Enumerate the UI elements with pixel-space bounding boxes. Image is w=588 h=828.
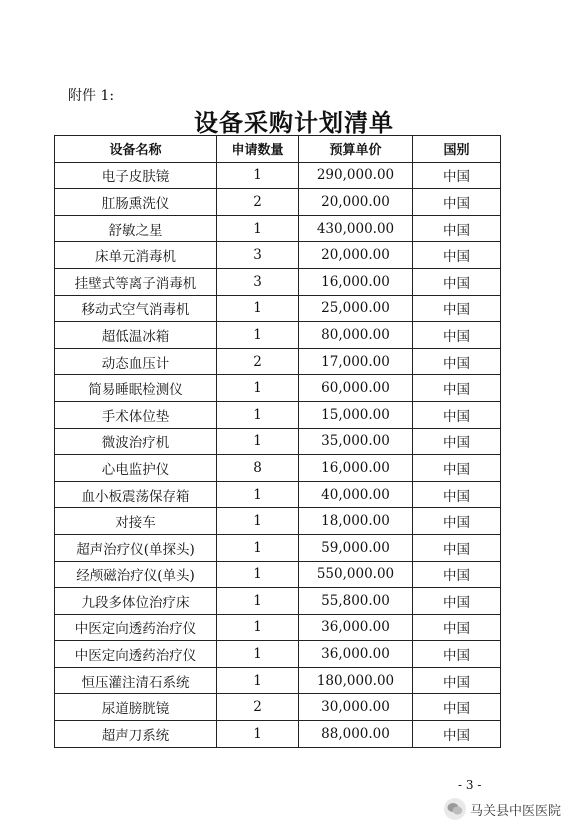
table-row xyxy=(55,162,501,189)
cell-quantity: 1 xyxy=(217,401,299,428)
cell-equipment-name: 微波治疗机 xyxy=(55,428,217,455)
table-row xyxy=(55,295,501,322)
cell-quantity: 2 xyxy=(217,348,299,375)
cell-country: 中国 xyxy=(413,508,501,535)
cell-quantity: 1 xyxy=(217,162,299,189)
cell-quantity: 1 xyxy=(217,295,299,322)
cell-quantity: 1 xyxy=(217,215,299,242)
table-row xyxy=(55,322,501,349)
cell-equipment-name: 移动式空气消毒机 xyxy=(55,295,217,322)
cell-budget-price: 36,000.00 xyxy=(299,641,413,668)
cell-quantity: 1 xyxy=(217,534,299,561)
cell-quantity: 3 xyxy=(217,242,299,269)
cell-country: 中国 xyxy=(413,694,501,721)
cell-country: 中国 xyxy=(413,268,501,295)
cell-budget-price: 15,000.00 xyxy=(299,401,413,428)
cell-country: 中国 xyxy=(413,614,501,641)
header-equipment-name: 设备名称 xyxy=(55,136,217,163)
cell-country: 中国 xyxy=(413,322,501,349)
table-header-row xyxy=(55,136,501,163)
table-row xyxy=(55,614,501,641)
cell-quantity: 3 xyxy=(217,268,299,295)
cell-equipment-name: 超声刀系统 xyxy=(55,721,217,748)
table-row xyxy=(55,455,501,482)
cell-budget-price: 88,000.00 xyxy=(299,721,413,748)
cell-budget-price: 80,000.00 xyxy=(299,322,413,349)
cell-equipment-name: 手术体位垫 xyxy=(55,401,217,428)
cell-equipment-name: 超低温冰箱 xyxy=(55,322,217,349)
cell-equipment-name: 尿道膀胱镜 xyxy=(55,694,217,721)
cell-budget-price: 290,000.00 xyxy=(299,162,413,189)
cell-quantity: 1 xyxy=(217,721,299,748)
cell-country: 中国 xyxy=(413,215,501,242)
cell-country: 中国 xyxy=(413,295,501,322)
table-row xyxy=(55,667,501,694)
cell-quantity: 1 xyxy=(217,667,299,694)
cell-budget-price: 35,000.00 xyxy=(299,428,413,455)
header-budget-price: 预算单价 xyxy=(299,136,413,163)
cell-equipment-name: 挂壁式等离子消毒机 xyxy=(55,268,217,295)
cell-quantity: 2 xyxy=(217,694,299,721)
watermark-text: 马关县中医医院 xyxy=(470,803,562,819)
cell-equipment-name: 恒压灌注清石系统 xyxy=(55,667,217,694)
table-row xyxy=(55,641,501,668)
cell-equipment-name: 超声治疗仪(单探头) xyxy=(55,534,217,561)
cell-equipment-name: 中医定向透药治疗仪 xyxy=(55,614,217,641)
cell-country: 中国 xyxy=(413,561,501,588)
cell-quantity: 1 xyxy=(217,322,299,349)
page-title: 设备采购计划清单 xyxy=(194,108,394,137)
header-quantity: 申请数量 xyxy=(217,136,299,163)
cell-equipment-name: 床单元消毒机 xyxy=(55,242,217,269)
wechat-icon xyxy=(444,798,466,820)
cell-equipment-name: 肛肠熏洗仪 xyxy=(55,189,217,216)
cell-country: 中国 xyxy=(413,534,501,561)
cell-country: 中国 xyxy=(413,641,501,668)
table-row xyxy=(55,481,501,508)
cell-quantity: 1 xyxy=(217,561,299,588)
cell-budget-price: 36,000.00 xyxy=(299,614,413,641)
cell-equipment-name: 动态血压计 xyxy=(55,348,217,375)
table-row xyxy=(55,242,501,269)
cell-budget-price: 16,000.00 xyxy=(299,268,413,295)
cell-budget-price: 430,000.00 xyxy=(299,215,413,242)
cell-quantity: 1 xyxy=(217,588,299,615)
table-row xyxy=(55,401,501,428)
cell-equipment-name: 中医定向透药治疗仪 xyxy=(55,641,217,668)
cell-quantity: 1 xyxy=(217,375,299,402)
page-number: - 3 - xyxy=(458,778,482,792)
header-country: 国别 xyxy=(413,136,501,163)
cell-country: 中国 xyxy=(413,588,501,615)
cell-country: 中国 xyxy=(413,721,501,748)
attachment-label: 附件 1: xyxy=(68,88,115,104)
cell-equipment-name: 简易睡眠检测仪 xyxy=(55,375,217,402)
cell-budget-price: 550,000.00 xyxy=(299,561,413,588)
cell-budget-price: 20,000.00 xyxy=(299,242,413,269)
cell-country: 中国 xyxy=(413,162,501,189)
cell-quantity: 2 xyxy=(217,189,299,216)
cell-budget-price: 55,800.00 xyxy=(299,588,413,615)
table-row xyxy=(55,588,501,615)
cell-budget-price: 25,000.00 xyxy=(299,295,413,322)
cell-country: 中国 xyxy=(413,348,501,375)
cell-equipment-name: 电子皮肤镜 xyxy=(55,162,217,189)
cell-country: 中国 xyxy=(413,455,501,482)
cell-budget-price: 60,000.00 xyxy=(299,375,413,402)
cell-equipment-name: 心电监护仪 xyxy=(55,455,217,482)
equipment-table xyxy=(54,135,501,748)
table-row xyxy=(55,268,501,295)
cell-budget-price: 180,000.00 xyxy=(299,667,413,694)
cell-equipment-name: 血小板震荡保存箱 xyxy=(55,481,217,508)
cell-country: 中国 xyxy=(413,242,501,269)
cell-quantity: 1 xyxy=(217,508,299,535)
cell-country: 中国 xyxy=(413,375,501,402)
cell-quantity: 1 xyxy=(217,641,299,668)
cell-country: 中国 xyxy=(413,401,501,428)
table-row xyxy=(55,508,501,535)
cell-equipment-name: 九段多体位治疗床 xyxy=(55,588,217,615)
table-row xyxy=(55,534,501,561)
cell-budget-price: 40,000.00 xyxy=(299,481,413,508)
table-row xyxy=(55,428,501,455)
cell-equipment-name: 舒敏之星 xyxy=(55,215,217,242)
cell-country: 中国 xyxy=(413,667,501,694)
cell-quantity: 1 xyxy=(217,428,299,455)
table-row xyxy=(55,348,501,375)
cell-budget-price: 30,000.00 xyxy=(299,694,413,721)
wechat-watermark xyxy=(444,796,561,822)
cell-equipment-name: 对接车 xyxy=(55,508,217,535)
cell-budget-price: 59,000.00 xyxy=(299,534,413,561)
cell-budget-price: 16,000.00 xyxy=(299,455,413,482)
table-row xyxy=(55,189,501,216)
cell-quantity: 8 xyxy=(217,455,299,482)
table-row xyxy=(55,721,501,748)
table-row xyxy=(55,561,501,588)
cell-equipment-name: 经颅磁治疗仪(单头) xyxy=(55,561,217,588)
cell-budget-price: 18,000.00 xyxy=(299,508,413,535)
cell-budget-price: 17,000.00 xyxy=(299,348,413,375)
table-row xyxy=(55,694,501,721)
cell-quantity: 1 xyxy=(217,614,299,641)
cell-quantity: 1 xyxy=(217,481,299,508)
cell-country: 中国 xyxy=(413,428,501,455)
cell-country: 中国 xyxy=(413,189,501,216)
cell-country: 中国 xyxy=(413,481,501,508)
table-row xyxy=(55,375,501,402)
table-row xyxy=(55,215,501,242)
cell-budget-price: 20,000.00 xyxy=(299,189,413,216)
